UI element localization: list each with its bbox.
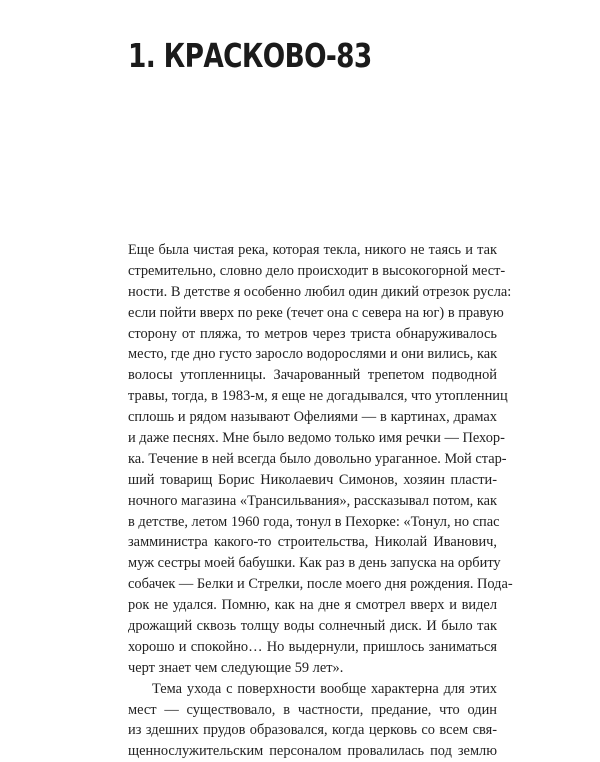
text-line: ший товарищ Борис Николаевич Симонов, хозяин пласти- bbox=[128, 471, 497, 488]
text-line: если пойти вверх по реке (течет она с севера на юг) в правую bbox=[128, 304, 504, 321]
text-line: ночного магазина «Трансильвания», рассказывал потом, как bbox=[128, 492, 497, 509]
text-line: ности. В детстве я особенно любил один дикий отрезок русла: bbox=[128, 283, 512, 300]
text-line: место, где дно густо заросло водорослями и они вились, как bbox=[128, 346, 498, 363]
text-line: из здешних прудов образовался, когда церковь со всем свя- bbox=[128, 722, 497, 739]
text-line: в детстве, летом 1960 года, тонул в Пехорке: «Тонул, но спас bbox=[128, 513, 500, 530]
text-line: муж сестры моей бабушки. Как раз в день запуска на орбиту bbox=[128, 555, 501, 572]
text-line: Еще была чистая река, которая текла, никого не таясь и так bbox=[128, 242, 497, 258]
text-line: травы, тогда, в 1983-м, я еще не догадывался, что утопленниц bbox=[128, 388, 508, 405]
paragraph-1 bbox=[128, 240, 513, 679]
text-line: сторону от пляжа, то метров через триста обнаруживалось bbox=[128, 325, 497, 342]
text-line: сплошь и рядом называют Офелиями — в картинах, драмах bbox=[128, 409, 497, 426]
paragraph-2 bbox=[128, 679, 497, 762]
text-line: замминистра какого-то строительства, Николай Иванович, bbox=[128, 534, 497, 551]
text-line: хорошо и спокойно… Но выдернули, пришлось заниматься bbox=[128, 638, 497, 655]
text-line: стремительно, словно дело происходит в высокогорной мест- bbox=[128, 262, 506, 279]
text-line: волосы утопленницы. Зачарованный трепетом подводной bbox=[128, 367, 497, 384]
text-line: собачек — Белки и Стрелки, после моего дня рождения. Пода- bbox=[128, 576, 513, 593]
text-line: дрожащий сквозь толщу воды солнечный диск. И было так bbox=[128, 618, 497, 635]
text-line: и даже песнях. Мне было ведомо только имя речки — Пехор- bbox=[128, 430, 505, 447]
chapter-title: 1. КРАСКОВО-83 bbox=[128, 36, 372, 75]
text-line: рок не удался. Помню, как на дне я смотрел вверх и видел bbox=[128, 597, 497, 614]
text-line: черт знает чем следующие 59 лет». bbox=[128, 659, 344, 676]
text-line: мест — существовало, в частности, предание, что один bbox=[128, 701, 497, 718]
text-line: ка. Течение в ней всегда было довольно ураганное. Мой стар- bbox=[128, 450, 507, 467]
text-line: Тема ухода с поверхности вообще характерна для этих bbox=[152, 680, 497, 697]
text-line: щеннослужительским персоналом провалилась под землю bbox=[128, 743, 497, 760]
body-text bbox=[128, 240, 513, 762]
